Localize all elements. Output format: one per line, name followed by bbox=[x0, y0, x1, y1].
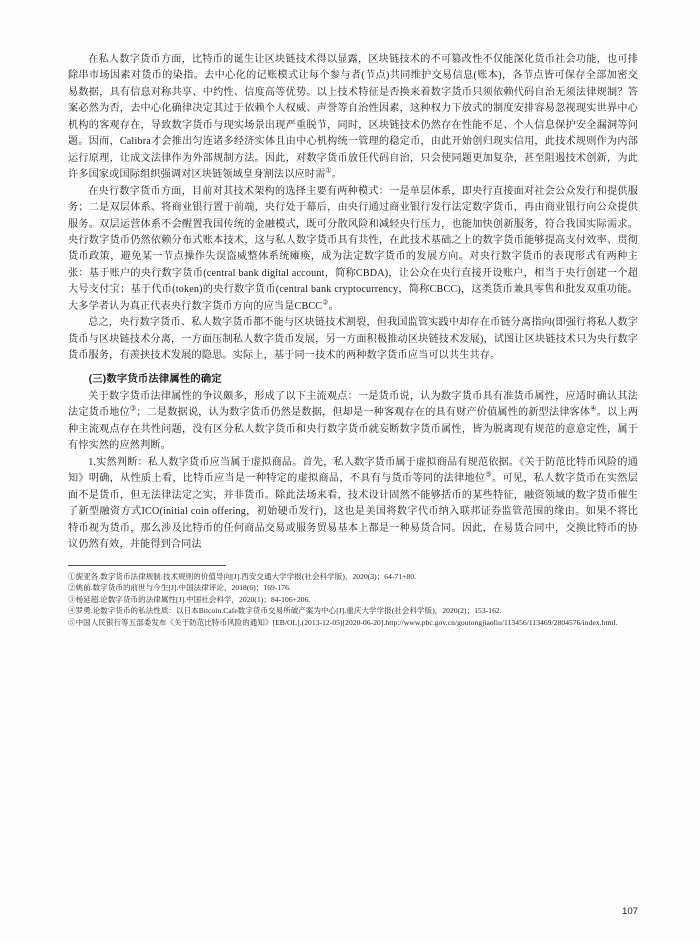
footnote-item: ⑤中国人民银行等五部委发布《关于防范比特币风险的通知》[EB/OL].(2013-12-05)[2020-06-20].http://www.pbc.gov.cn/goutongjiaoliu/113456/113469/2804576/index.html. bbox=[68, 617, 618, 627]
paragraph-text: 在私人数字货币方面，比特币的诞生让区块链技术得以显露，区块链技术的不可篡改性不仅能深化货币社会功能，也可排除串市场因素对货币的染指。去中心化的记账模式让每个参与者(节点)共同维护交易信息(账本)，各节点皆可保存全部加密交易数据，具有信息对称共享、中约性、信度高等优势。以上技术特征是否换来着数字货币只须依赖代码自治无须法律规制？答案必然为否，去中心化确律决定其过于依赖个人权威、声誉等自治性因素，这种权力下放式的制度安排容易忽视现实世界中心机构的客观存在，导致数字货币与现实场景出现严重脱节，同时，区块链技术仍然存在性能不足、个人信息保护安全漏洞等问题。因而，Calibra才会推出匀连诸多经济实体且由中心机构统一管理的稳定币，由此开始创归现实信用，此技术规则作为内部运行原理，让成文法律作为外部规制方法。因此，对数字货币放任代码自治，只会使同题更加复杂，甚至阻遏技术创新，为此许多国家或国际组织强调对区块链领域皇身割法以应时需 bbox=[68, 54, 638, 181]
footnote-list bbox=[68, 571, 638, 629]
footnote-item: ④罗勇.论数字货币的私法性质：以日本Bitcoin.Cafe数字货币交易所破产案为中心[J].重庆大学学报(社会科学版)，2020(2)；153-162. bbox=[68, 606, 502, 616]
article-body bbox=[68, 52, 638, 554]
footnote-marker-4[interactable]: ④ bbox=[590, 405, 597, 414]
paragraph-central-bank-digital-currency: 在央行数字货币方面，目前对其技术架构的选择主要有两种模式：一是单层体系，即央行直接面对社会公众发行和提供服务；二是双层体系、将商业银行置于前端，央行处于幕后，由央行通过商业银行发行法定数字货币，再由商业银行向公众提供服务。双层运营体系不会醒置我国传统的金融模式，既可分散风险和减轻央行压力，也能加快创新服务，符合我国实际需求。央行数字货币仍然依赖分布式账本技术，这与私人数字货币具有共性，在此技术基础之上的数字货币能够提高支付效率、贯彻货币政策，避免某一节点操作失误盗威整体系统瘫痪，成为法定数字货币的发展方向。对央行数字货币的表现形式有两种主张：基于账户的央行数字货币(central bank digital account，简称CBDA)，让公众在央行直接开设账户，相当于央行创建一个超大号支付宝；基于代币(token)的央行数字货币(central bank cryptocurrency，简称CBCC)，这类货币兼具零售和批发双重功能。大多学者认为真正代表央行数字货币方向的应当是CBCC②。 bbox=[68, 185, 638, 312]
section-subheading: (三)数字货币法律属性的确定 bbox=[88, 373, 222, 385]
footnote-item: ①旎亚各.数字货币法律规制:技术规则的价值导向[J].西安交通大学学报(社会科学版)，2020(3)；64-71+80. bbox=[68, 571, 417, 581]
paragraph-text-part-1: 1.实然判断：私人数字货币应当属于虚拟商品。首先，私人数字货币属于虚拟商品有规范依据。《关于防范比特币风险的通知》明确，从性质上看，比特币应当是一种特定的虚拟商品，不具有与货币等同的法律地位 bbox=[68, 456, 638, 485]
paragraph-text-part-3: 。以上两种主流观点存在共性问题，没有区分私人数字货币和央行数字货币就妄断数字货币属性，皆为脱离现有规范的意意定性，属于有悖实然的应然判断。 bbox=[68, 407, 638, 452]
paragraph-text: 在央行数字货币方面，目前对其技术架构的选择主要有两种模式：一是单层体系，即央行直接面对社会公众发行和提供服务；二是双层体系、将商业银行置于前端，央行处于幕后，由央行通过商业银行发行法定数字货币，再由商业银行向公众提供服务。双层运营体系不会醒置我国传统的金融模式，既可分散风险和减轻央行压力，也能加快创新服务，符合我国实际需求。央行数字货币仍然依赖分布式账本技术，这与私人数字货币具有共性，在此技术基础之上的数字货币能够提高支付效率、贯彻货币政策，避免某一节点操作失误盗威整体系统瘫痪，成为法定数字货币的发展方向。对央行数字货币的表现形式有两种主张：基于账户的央行数字货币(central bank digital account，简称CBDA)，让公众在央行直接开设账户，相当于央行创建一个超大号支付宝；基于代币(token)的央行数字货币(central bank cryptocurrency，简称CBCC)，这类货币兼具零售和批发双重功能。大多学者认为真正代表央行数字货币方向的应当是CBCC bbox=[68, 185, 638, 312]
paragraph-text: 总之，央行数字货币、私人数字货币都不能与区块链技术割裂，但我国监管实践中却存在币链分离指向(即强行将私人数字货币与区块链技术分离，一方面压制私人数字货币发展，另一方面积极推动区块链技术发展)，试图让区块链技术只为央行数字货币服务，有羡挟技术发展的隐思。实际上，基于同一技术的两种数字货币应当可以共生共存。 bbox=[68, 317, 638, 362]
paragraph-private-digital-currency: 在私人数字货币方面，比特币的诞生让区块链技术得以显露，区块链技术的不可篡改性不仅能深化货币社会功能，也可排除串市场因素对货币的染指。去中心化的记账模式让每个参与者(节点)共同维护交易信息(账本)，各节点皆可保存全部加密交易数据，具有信息对称共享、中约性、信度高等优势。以上技术特征是否换来着数字货币只须依赖代码自治无须法律规制？答案必然为否，去中心化确律决定其过于依赖个人权威、声誉等自治性因素，这种权力下放式的制度安排容易忽视现实世界中心机构的客观存在，导致数字货币与现实场景出现严重脱节，同时，区块链技术仍然存在性能不足、个人信息保护安全漏洞等问题。因而，Calibra才会推出匀连诸多经济实体且由中心机构统一管理的稳定币，由此开始创归现实信用，此技术规则作为内部运行原理，让成文法律作为外部规制方法。因此，对数字货币放任代码自治，只会使同题更加复杂，甚至阻遏技术创新，为此许多国家或国际组织强调对区块链领域皇身割法以应时需①。 bbox=[68, 54, 638, 181]
paragraph-text-part-2: 。可见，私人数字货币在实然层面不是货币，但无法律法定之实，并非货币。除此法场来看，技术设计固然不能够括币的某些特征，融资领域的数字货币催生了新型融资方式ICO(initial coin offering，初始硬币发行)，这也是美国将数字代币纳入联邦证券监管范围的缘由。如果不将比特币视为货币，那么涉及比特币的任何商品交易或服务贸易基本上都是一种易货合同。因此，在易货合同中，交换比特币的协议仍然有效，并能得到合同法 bbox=[68, 473, 639, 551]
paragraph-text-part-1: 关于数字货币法律属性的争议颇多，形成了以下主流观点：一是货币说，认为数字货币具有准货币属性，应适时确认其法法定货币地位 bbox=[68, 391, 638, 419]
footnote-marker-1[interactable]: ① bbox=[325, 166, 332, 175]
footnote-divider bbox=[68, 565, 226, 566]
paragraph-legal-attribute-debate bbox=[68, 389, 638, 455]
footnote-marker-2[interactable]: ② bbox=[322, 298, 329, 307]
page-number: 107 bbox=[621, 906, 638, 917]
paragraph-summary bbox=[68, 315, 638, 364]
footnote-item: ②姚前.数字货币的前世与今生[J].中国法律评论，2018(6)；169-176. bbox=[68, 583, 291, 593]
paragraph-text-part-2: ；二是数据说，认为数字货币仍然是数据，但却是一种客观存在的具有财产价值属性的新型法律客体 bbox=[136, 407, 591, 419]
footnote-marker-3[interactable]: ③ bbox=[129, 405, 137, 414]
footnote-item: ③杨延超.论数字货币的法律属性[J].中国社会科学，2020(1)；84-106+206. bbox=[68, 594, 311, 604]
paragraph-virtual-commodity bbox=[68, 455, 638, 554]
footnote-marker-5[interactable]: ⑤ bbox=[485, 470, 493, 479]
